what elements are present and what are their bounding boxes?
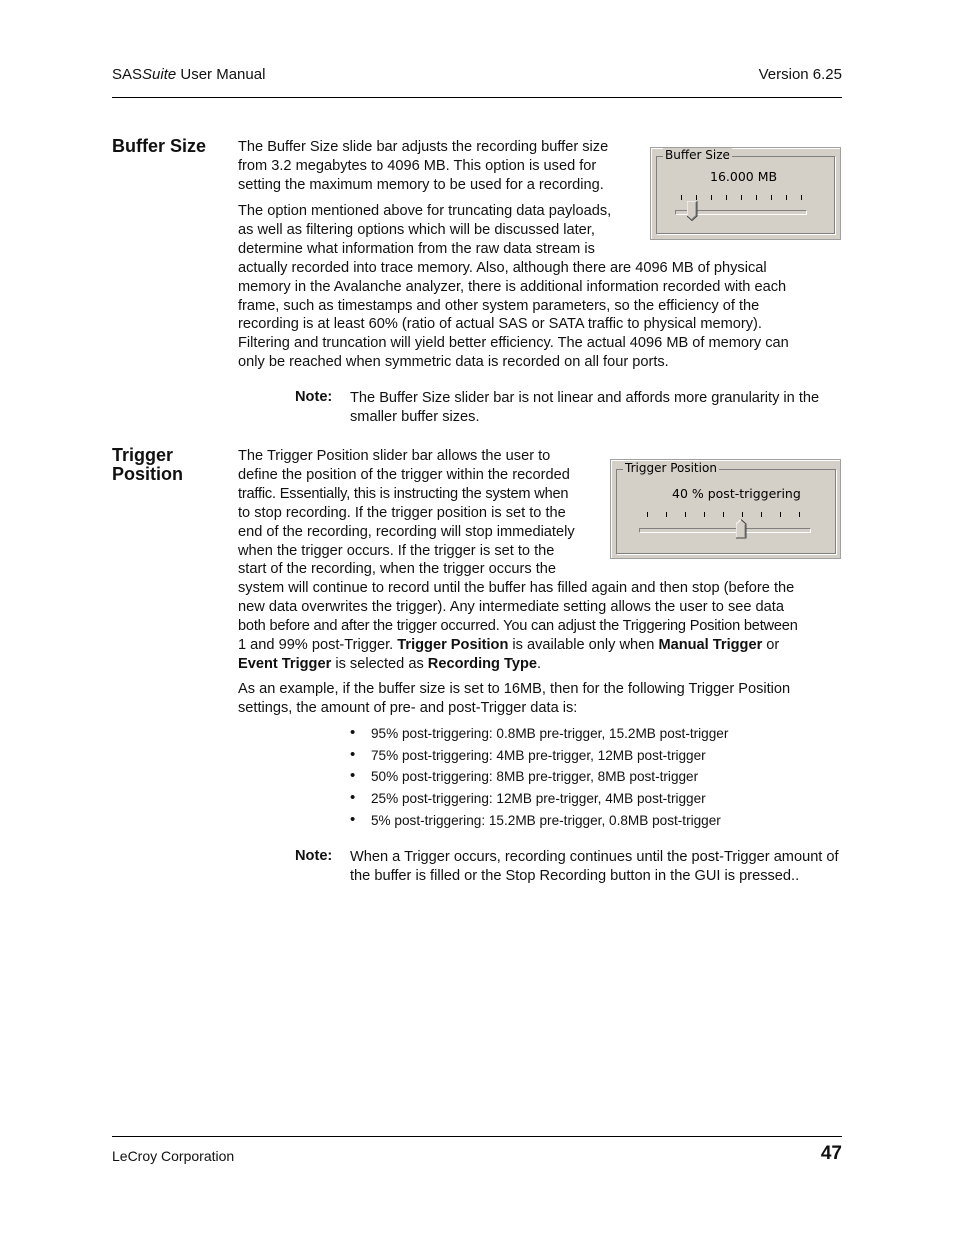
footer-rule [112, 1136, 842, 1137]
text-line: The Trigger Position slider bar allows the user to [238, 448, 551, 464]
slider-tick [771, 195, 772, 200]
slider-tick [742, 512, 743, 517]
text-line: memory in the Avalanche analyzer, there is additional information recorded with each [238, 278, 787, 295]
list-item-text: 50% post-triggering: 8MB pre-trigger, 8MB post-trigger [371, 769, 699, 784]
trigger-position-panel [610, 459, 841, 559]
bullet-glyph: • [350, 789, 356, 806]
text-line: The option mentioned above for truncating data payloads, [238, 203, 612, 219]
buffer-size-legend: Buffer Size [665, 148, 730, 162]
section-heading-trigger-position [112, 446, 183, 484]
slider-tick [723, 512, 724, 517]
slider-tick [666, 512, 667, 517]
slider-tick [647, 512, 648, 517]
footer-company: LeCroy Corporation [112, 1148, 235, 1164]
text-line: to stop recording. If the trigger position is set to the [238, 504, 566, 521]
buffer-size-groupbox [656, 148, 835, 234]
slider-tick [780, 512, 781, 517]
buffer-size-panel [650, 147, 841, 240]
text-line: only be reached when symmetric data is recorded on all four ports. [238, 354, 669, 371]
text-line: traffic. Essentially, this is instructing the system when [238, 485, 569, 502]
list-item-text: 75% post-triggering: 4MB pre-trigger, 12MB post-trigger [371, 748, 706, 763]
list-item-text: 25% post-triggering: 12MB pre-trigger, 4MB post-trigger [371, 791, 706, 806]
section-heading-buffer-size: Buffer Size [112, 136, 207, 156]
text-line: actually recorded into trace memory. Also, although there are 4096 MB of physical [238, 259, 767, 276]
trigger-position-legend: Trigger Position [625, 461, 717, 475]
text-line [238, 636, 842, 655]
text-line: frame, such as timestamps and other system parameters, so the efficiency of the [238, 297, 760, 314]
slider-thumb[interactable] [687, 201, 698, 221]
heading-line: Trigger [112, 445, 174, 465]
slider-track [639, 528, 811, 533]
bullet-glyph: • [350, 724, 356, 741]
text-run: 1 and 99% post-Trigger. [238, 637, 398, 654]
bullet-glyph: • [350, 746, 356, 763]
slider-tick [761, 512, 762, 517]
buffer-size-slider[interactable] [675, 187, 807, 227]
heading-line: Position [112, 464, 183, 484]
slider-tick [801, 195, 802, 200]
running-header-version: Version 6.25 [758, 66, 842, 83]
bold-term: Event Trigger [238, 655, 332, 672]
text-run: . [537, 655, 542, 672]
trigger-position-groupbox [616, 461, 836, 554]
list-item-text: 95% post-triggering: 0.8MB pre-trigger, 15.2MB post-trigger [371, 726, 729, 741]
slider-tick [786, 195, 787, 200]
title-italic: Suite [142, 66, 177, 83]
text-line: as well as filtering options which will be discussed later, [238, 221, 595, 238]
trigger-note-text: When a Trigger occurs, recording continues until the post-Trigger amount of the buffer is filled or the Stop Recording button in the GUI is pressed.. [350, 849, 839, 884]
text-line: new data overwrites the trigger). Any intermediate setting allows the user to see data [238, 599, 784, 616]
slider-tick [741, 195, 742, 200]
running-header-title [112, 66, 265, 83]
text-line: recording is at least 60% (ratio of actual SAS or SATA traffic to physical memory). [238, 316, 762, 333]
buffer-size-value: 16.000 MB [710, 169, 778, 184]
trigger-position-para2: As an example, if the buffer size is set to 16MB, then for the following Trigger Position settings, the amount of pre- and post-Trigger data is: [238, 681, 791, 716]
text-line: system will continue to record until the buffer has filled again and then stop (before the [238, 580, 795, 597]
text-run: or [762, 637, 780, 654]
bold-term: Trigger Position [397, 637, 509, 654]
title-prefix: SAS [112, 66, 143, 83]
text-line: when the trigger occurs. If the trigger is set to the [238, 542, 555, 559]
slider-tick [726, 195, 727, 200]
title-suffix: User Manual [176, 66, 266, 83]
text-run: is available only when [508, 637, 659, 654]
text-line: end of the recording, recording will stop immediately [238, 523, 575, 540]
text-line: define the position of the trigger within the recorded [238, 466, 570, 483]
slider-tick [704, 512, 705, 517]
bullet-glyph: • [350, 811, 356, 828]
slider-tick [681, 195, 682, 200]
trigger-note-label: Note: [295, 848, 333, 864]
buffer-size-para1: The Buffer Size slide bar adjusts the recording buffer size from 3.2 megabytes to 4096 MB. This option is used for setting the maximum memory to be used for a recording. [238, 139, 609, 193]
trigger-example-list [350, 726, 830, 836]
list-item-text: 5% post-triggering: 15.2MB pre-trigger, 0.8MB post-trigger [371, 813, 721, 828]
text-line: both before and after the trigger occurred. You can adjust the Triggering Position between [238, 618, 798, 635]
buffer-size-note-text: The Buffer Size slider bar is not linear and affords more granularity in the smaller buffer sizes. [350, 390, 820, 425]
page-number: 47 [820, 1143, 842, 1164]
buffer-size-note-label: Note: [295, 389, 333, 405]
text-line: Filtering and truncation will yield better efficiency. The actual 4096 MB of memory can [238, 335, 789, 352]
slider-tick [685, 512, 686, 517]
trigger-position-value: 40 % post-triggering [672, 486, 801, 501]
header-rule [112, 97, 842, 98]
bold-term: Recording Type [427, 655, 537, 672]
bold-term: Manual Trigger [658, 637, 763, 654]
slider-tick [711, 195, 712, 200]
text-line: start of the recording, when the trigger occurs the [238, 561, 556, 578]
text-run: is selected as [331, 655, 428, 672]
text-line: determine what information from the raw data stream is [238, 240, 595, 257]
slider-tick [799, 512, 800, 517]
slider-thumb[interactable] [736, 519, 747, 539]
trigger-position-slider[interactable] [639, 508, 811, 548]
slider-tick [756, 195, 757, 200]
text-line [238, 655, 842, 674]
slider-tick [696, 195, 697, 200]
bullet-glyph: • [350, 767, 356, 784]
